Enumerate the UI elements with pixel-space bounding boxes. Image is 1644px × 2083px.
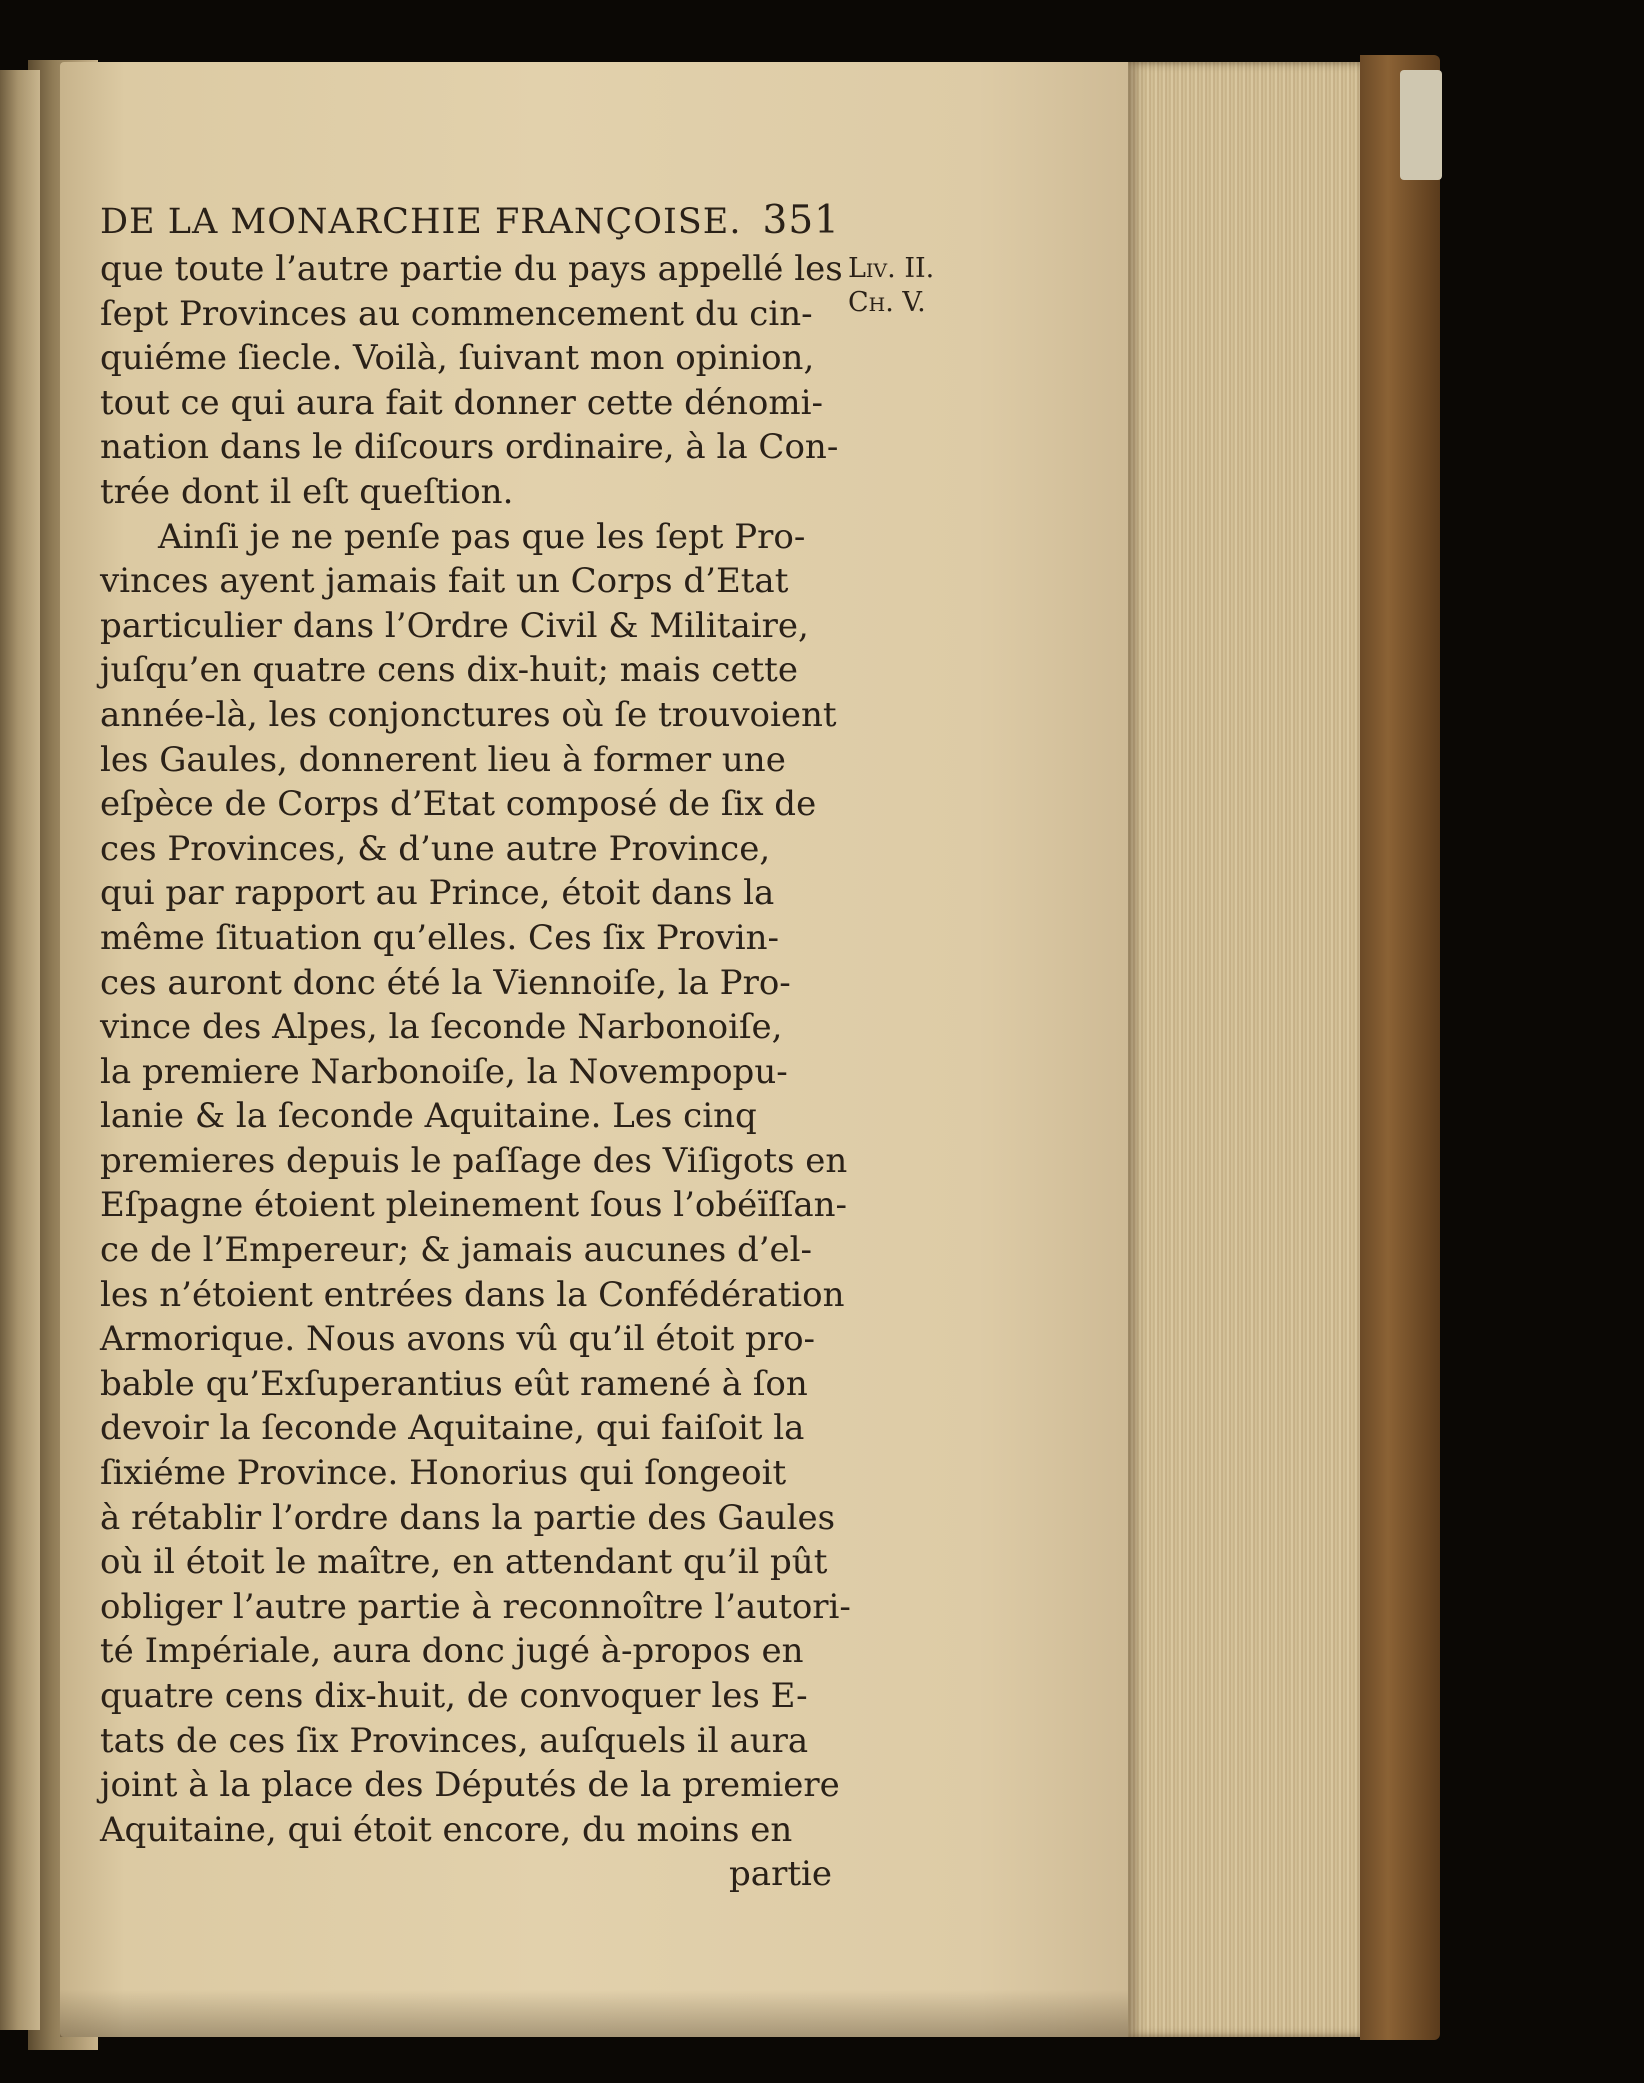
page-block-fore-edge [1128, 62, 1368, 2037]
text-line: quatre cens dix-huit, de convoquer les E- [100, 1676, 808, 1716]
text-line: bable qu’Exſuperantius eût ramené à ſon [100, 1363, 808, 1404]
catchword: partie [729, 1854, 832, 1895]
cover-label-fragment [1400, 70, 1442, 180]
page-text-block [100, 198, 851, 1897]
text-line: té Impériale, aura donc jugé à-propos en [100, 1631, 804, 1672]
text-line: la premiere Narbonoiſe, la Novempopu- [100, 1051, 788, 1092]
text-line: où il étoit le maître, en attendant qu’il pût [100, 1542, 828, 1583]
text-line: tats de ces ſix Provinces, auſquels il aura [100, 1720, 809, 1761]
running-head [100, 198, 840, 243]
text-line: vinces ayent jamais fait un Corps d’Etat [100, 561, 789, 602]
margin-note [848, 252, 934, 320]
text-line: ces auront donc été la Viennoiſe, la Pro- [100, 962, 791, 1003]
text-line: Eſpagne étoient pleinement ſous l’obéïſſan- [100, 1185, 847, 1226]
text-line: ces Provinces, & d’une autre Province, [100, 828, 771, 869]
book-cover-edge [1360, 55, 1440, 2040]
text-line: Aquitaine, qui étoit encore, du moins en [100, 1809, 793, 1850]
text-line: particulier dans l’Ordre Civil & Militaire, [100, 605, 809, 646]
text-line: trée dont il eſt queſtion. [100, 471, 514, 512]
text-line: à rétablir l’ordre dans la partie des Gaules [100, 1497, 836, 1538]
text-line: les Gaules, donnerent lieu à former une [100, 739, 786, 780]
text-line: devoir la ſeconde Aquitaine, qui faiſoit la [100, 1408, 805, 1449]
text-line: vince des Alpes, la ſeconde Narbonoiſe, [100, 1007, 783, 1048]
text-line: quiéme ſiecle. Voilà, ſuivant mon opinion, [100, 338, 815, 379]
text-line: obliger l’autre partie à reconnoître l’autori- [100, 1586, 851, 1627]
text-line: qui par rapport au Prince, étoit dans la [100, 873, 775, 914]
text-line: lanie & la ſeconde Aquitaine. Les cinq [100, 1096, 757, 1137]
text-line: joint à la place des Députés de la premiere [100, 1765, 840, 1806]
text-line: eſpèce de Corps d’Etat composé de ſix de [100, 784, 817, 825]
text-line: ſixiéme Province. Honorius qui ſongeoit [100, 1453, 787, 1494]
text-line: nation dans le diſcours ordinaire, à la Con- [100, 427, 839, 468]
text-line: que toute l’autre partie du pays appellé les [100, 249, 843, 289]
text-line: ſept Provinces au commencement du cin- [100, 293, 813, 334]
text-line: année-là, les conjonctures où ſe trouvoient [100, 694, 837, 735]
text-line: premieres depuis le paſſage des Viſigots en [100, 1140, 848, 1181]
text-line: Armorique. Nous avons vû qu’il étoit pro- [100, 1319, 816, 1360]
text-line: Ainſi je ne penſe pas que les ſept Pro- [158, 516, 806, 557]
text-line: même ſituation qu’elles. Ces ſix Provin- [100, 917, 779, 958]
running-head-title: DE LA MONARCHIE FRANÇOISE. [100, 202, 742, 242]
page-number: 351 [762, 198, 840, 243]
text-line: tout ce qui aura fait donner cette dénomi- [100, 382, 823, 423]
facing-page-edge [0, 70, 40, 2030]
text-line: juſqu’en quatre cens dix-huit; mais cette [100, 650, 798, 691]
page-shadow [60, 1990, 1140, 2037]
text-line: les n’étoient entrées dans la Confédération [100, 1274, 845, 1315]
body-text [100, 247, 851, 1897]
margin-note-book: Liv. II. [848, 253, 935, 284]
text-line: ce de l’Empereur; & jamais aucunes d’el- [100, 1230, 813, 1271]
margin-note-chapter: Ch. V. [848, 287, 926, 318]
